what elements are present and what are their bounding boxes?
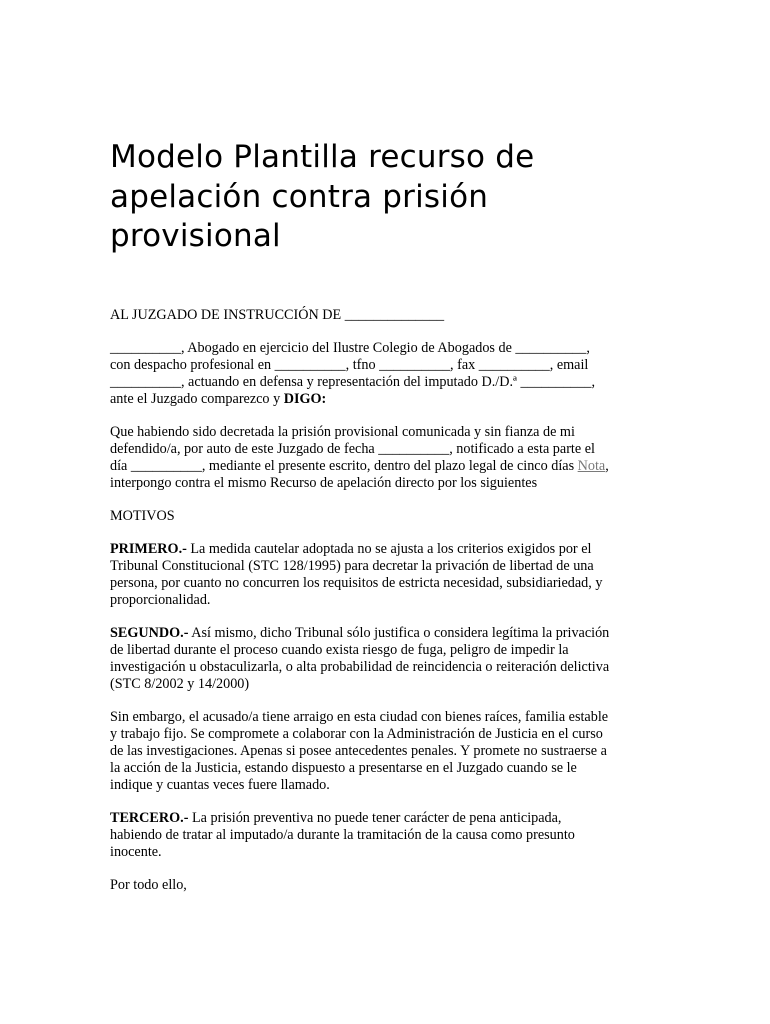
tercero-line-1 xyxy=(110,810,660,827)
statement-line-3-end: , xyxy=(605,457,609,474)
tercero-line-3: inocente. xyxy=(110,843,162,860)
court-addressee: AL JUZGADO DE INSTRUCCIÓN DE ______________ xyxy=(110,306,445,323)
segundo-line-3: investigación u obstaculizarla, o alta probabilidad de reincidencia o reiteración delictiva xyxy=(110,658,610,675)
title-line-2: apelación contra prisión xyxy=(110,178,489,215)
closing-line: Por todo ello, xyxy=(110,876,187,893)
nota-link[interactable]: Nota xyxy=(577,457,606,474)
primero-line-1-text: La medida cautelar adoptada no se ajusta a los criterios exigidos por el xyxy=(186,540,592,557)
primero-paragraph xyxy=(110,541,660,609)
intro-line-4-text: ante el Juzgado comparezco y xyxy=(110,390,284,407)
document-title xyxy=(110,138,660,257)
intro-paragraph xyxy=(110,340,660,408)
segundo-line-1-text: Así mismo, dicho Tribunal sólo justifica o considera legítima la privación xyxy=(188,624,610,641)
statement-line-4: interpongo contra el mismo Recurso de apelación directo por los siguientes xyxy=(110,474,538,491)
statement-line-3 xyxy=(110,458,660,475)
tercero-paragraph xyxy=(110,810,660,861)
statement-paragraph xyxy=(110,424,660,492)
statement-line-3-text: día __________, mediante el presente escrito, dentro del plazo legal de cinco días xyxy=(110,457,578,474)
tercero-label: TERCERO.- xyxy=(110,809,189,826)
statement-line-2: defendido/a, por auto de este Juzgado de fecha __________, notificado a esta parte el xyxy=(110,440,595,457)
segundo-paragraph xyxy=(110,625,660,693)
tercero-line-1-text: La prisión preventiva no puede tener carácter de pena anticipada, xyxy=(188,809,562,826)
primero-label: PRIMERO.- xyxy=(110,540,187,557)
tercero-line-2: habiendo de tratar al imputado/a durante la tramitación de la causa como presunto xyxy=(110,826,575,843)
intro-line-3: __________, actuando en defensa y representación del imputado D./D.ª __________, xyxy=(110,373,595,390)
title-line-1: Modelo Plantilla recurso de xyxy=(110,139,535,175)
arraigo-line-5: indique y cuantas veces fuere llamado. xyxy=(110,776,330,793)
primero-line-3: persona, por cuanto no concurren los requisitos de estricta necesidad, subsidiariedad, y xyxy=(110,574,603,591)
primero-line-2: Tribunal Constitucional (STC 128/1995) para decretar la privación de libertad de una xyxy=(110,557,594,574)
motivos-heading: MOTIVOS xyxy=(110,507,175,524)
arraigo-paragraph xyxy=(110,709,660,794)
segundo-label: SEGUNDO.- xyxy=(110,624,189,641)
intro-line-4 xyxy=(110,391,660,408)
arraigo-line-4: la acción de la Justicia, estando dispuesto a presentarse en el Juzgado cuando se le xyxy=(110,759,577,776)
intro-line-2: con despacho profesional en __________, tfno __________, fax __________, email xyxy=(110,356,589,373)
digo-label: DIGO: xyxy=(283,390,327,407)
arraigo-line-3: de las investigaciones. Apenas si posee antecedentes penales. Y promete no sustraerse a xyxy=(110,742,607,759)
statement-line-1: Que habiendo sido decretada la prisión provisional comunicada y sin fianza de mi xyxy=(110,423,575,440)
primero-line-4: proporcionalidad. xyxy=(110,591,211,608)
segundo-line-4: (STC 8/2002 y 14/2000) xyxy=(110,675,250,692)
title-line-3: provisional xyxy=(110,218,281,254)
primero-line-1 xyxy=(110,541,660,558)
intro-line-1: __________, Abogado en ejercicio del Ilustre Colegio de Abogados de __________, xyxy=(110,339,590,356)
arraigo-line-2: y trabajo fijo. Se compromete a colaborar con la Administración de Justicia en el curso xyxy=(110,725,603,742)
document-page xyxy=(110,138,660,910)
segundo-line-1 xyxy=(110,625,660,642)
segundo-line-2: de libertad durante el proceso cuando exista riesgo de fuga, peligro de impedir la xyxy=(110,641,569,658)
arraigo-line-1: Sin embargo, el acusado/a tiene arraigo en esta ciudad con bienes raíces, familia estable xyxy=(110,708,609,725)
